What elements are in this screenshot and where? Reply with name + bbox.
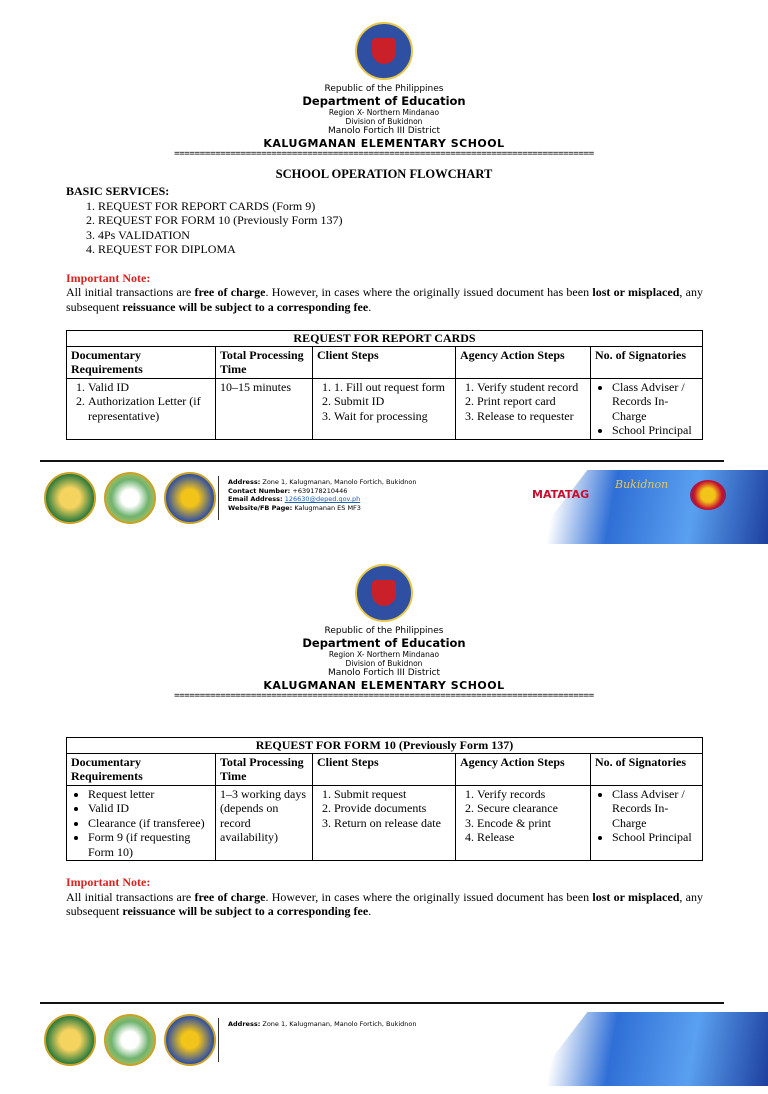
address-text: Zone 1, Kalugmanan, Manolo Fortich, Bukidnon: [262, 478, 417, 486]
note-bold: free of charge: [194, 285, 266, 299]
agency-step: 1. Verify student record: [477, 380, 586, 395]
bagong-pilipinas-icon: [690, 480, 726, 510]
agency-step: 3. Release to requester: [477, 409, 586, 424]
requirement-item: • Request letter: [88, 787, 211, 802]
signatories-cell: [591, 378, 703, 439]
requirement-item: 2. Authorization Letter (if representative): [88, 394, 211, 423]
address-label: Address:: [228, 1020, 261, 1028]
web-label: Website/FB Page:: [228, 503, 293, 512]
page-title: SCHOOL OPERATION FLOWCHART: [275, 167, 493, 181]
client-steps-cell: [313, 378, 456, 439]
address-text: Zone 1, Kalugmanan, Manolo Fortich, Bukidnon: [262, 1020, 417, 1028]
agency-steps-cell: [456, 378, 591, 439]
client-step: 1. 1. Fill out request form: [334, 380, 451, 395]
footer-rule: [40, 460, 724, 462]
deped-seal-icon: [355, 22, 413, 80]
region-text: Region X- Northern Mindanao: [328, 650, 440, 659]
footer-divider: [218, 476, 219, 520]
column-header: No. of Signatories: [591, 753, 703, 785]
client-steps-cell: [313, 785, 456, 861]
department-text: Department of Education: [302, 94, 466, 108]
contact-block: [228, 478, 416, 512]
services-heading: BASIC SERVICES:: [66, 184, 170, 198]
school-seal-icon: [164, 1014, 216, 1066]
note-part: All initial transactions are: [66, 889, 195, 904]
note-part: , any subsequent: [66, 285, 704, 314]
page-one: [0, 22, 768, 440]
note-bold: lost or misplaced: [592, 889, 680, 904]
district-text: Manolo Fortich III District: [327, 668, 441, 678]
footer: [40, 460, 768, 552]
table-header-row: [67, 346, 703, 378]
note-bold: free of charge: [194, 889, 266, 904]
column-header: Total Processing Time: [216, 346, 313, 378]
republic-text: Republic of the Philippines: [324, 84, 444, 94]
department-text: Department of Education: [302, 636, 466, 650]
column-header: Agency Action Steps: [456, 753, 591, 785]
column-header: No. of Signatories: [591, 346, 703, 378]
email-link[interactable]: 126630@deped.gov.ph: [284, 495, 361, 503]
bukidnon-logo: Bukidnon: [615, 478, 669, 491]
service-item: 1. REQUEST FOR REPORT CARDS (Form 9): [98, 199, 703, 214]
note-text: [66, 285, 703, 314]
note-section: [66, 875, 703, 919]
note-part: .: [368, 299, 372, 314]
agency-steps-cell: [456, 785, 591, 861]
table-row: [67, 785, 703, 861]
email-label: Email Address:: [228, 495, 283, 503]
letterhead: [0, 564, 768, 701]
service-item: 2. REQUEST FOR FORM 10 (Previously Form 137): [98, 213, 703, 228]
note-text: [66, 890, 703, 919]
deped-seal-icon: [355, 564, 413, 622]
form10-table: [66, 737, 703, 861]
services-list: [66, 199, 703, 257]
contact-text: +639178210446: [292, 486, 348, 495]
agency-step: 2. Print report card: [477, 394, 586, 409]
signatories-cell: [591, 785, 703, 861]
client-step: 3. Wait for processing: [334, 409, 451, 424]
report-cards-table: [66, 330, 703, 440]
services-section: [66, 184, 703, 314]
page-two: [0, 564, 768, 919]
district-seal-icon: [104, 472, 156, 524]
region-text: Region X- Northern Mindanao: [328, 108, 440, 117]
address-label: Address:: [228, 478, 261, 486]
agency-step: 2. Secure clearance: [477, 801, 586, 816]
school-seal-icon: [164, 472, 216, 524]
note-part: All initial transactions are: [66, 285, 195, 299]
time-cell: 10–15 minutes: [216, 378, 313, 439]
agency-step: 4. Release: [477, 830, 586, 845]
requirement-item: • Valid ID: [88, 801, 211, 816]
agency-step: 3. Encode & print: [477, 816, 586, 831]
client-step: 2. Submit ID: [334, 394, 451, 409]
municipal-seal-icon: [44, 1014, 96, 1066]
service-item: 4. REQUEST FOR DIPLOMA: [98, 242, 703, 257]
note-bold: reissuance will be subject to a corresponding fee: [122, 299, 369, 314]
agency-step: 1. Verify records: [477, 787, 586, 802]
contact-block: [228, 1020, 416, 1029]
column-header: Total Processing Time: [216, 753, 313, 785]
table-caption: REQUEST FOR REPORT CARDS: [67, 331, 703, 347]
divider-rule: ==================================================================================: [174, 150, 594, 159]
note-title: Important Note:: [66, 270, 151, 285]
column-header: Agency Action Steps: [456, 346, 591, 378]
note-bold: lost or misplaced: [592, 285, 680, 299]
footer-divider: [218, 1018, 219, 1062]
signatory: • Class Adviser / Records In-Charge: [612, 380, 698, 424]
republic-text: Republic of the Philippines: [324, 626, 444, 636]
note-title: Important Note:: [66, 875, 151, 889]
municipal-seal-icon: [44, 472, 96, 524]
division-text: Division of Bukidnon: [345, 659, 423, 668]
matatag-logo: MATATAG: [532, 488, 590, 501]
contact-label: Contact Number:: [228, 486, 291, 495]
column-header: Client Steps: [313, 346, 456, 378]
note-part: , any subsequent: [66, 889, 704, 918]
school-name: KALUGMANAN ELEMENTARY SCHOOL: [263, 137, 505, 150]
service-item: 3. 4Ps VALIDATION: [98, 228, 703, 243]
note-bold: reissuance will be subject to a corresponding fee: [122, 904, 369, 918]
note-part: .: [368, 904, 372, 918]
requirement-item: • Clearance (if transferee): [88, 816, 211, 831]
column-header: Client Steps: [313, 753, 456, 785]
footer-banner: [510, 1012, 768, 1086]
signatory: • Class Adviser / Records In-Charge: [612, 787, 698, 831]
client-step: 3. Return on release date: [334, 816, 451, 831]
school-name: KALUGMANAN ELEMENTARY SCHOOL: [263, 679, 505, 692]
time-cell: 1–3 working days (depends on record availability): [216, 785, 313, 861]
divider-rule: ==================================================================================: [174, 692, 594, 701]
column-header: Documentary Requirements: [67, 346, 216, 378]
web-text: Kalugmanan ES MF3: [294, 503, 361, 512]
table-caption: REQUEST FOR FORM 10 (Previously Form 137): [67, 738, 703, 754]
footer-rule: [40, 1002, 724, 1004]
column-header: Documentary Requirements: [67, 753, 216, 785]
requirements-cell: [67, 785, 216, 861]
requirement-item: • Form 9 (if requesting Form 10): [88, 830, 211, 859]
table-header-row: [67, 753, 703, 785]
district-seal-icon: [104, 1014, 156, 1066]
division-text: Division of Bukidnon: [345, 117, 423, 126]
district-text: Manolo Fortich III District: [327, 126, 441, 136]
signatory: • School Principal: [612, 423, 698, 438]
signatory: • School Principal: [612, 830, 698, 845]
requirements-cell: [67, 378, 216, 439]
client-step: 1. Submit request: [334, 787, 451, 802]
letterhead: [0, 22, 768, 159]
note-part: . However, in cases where the originally issued document has been: [265, 889, 593, 904]
table-row: [67, 378, 703, 439]
note-part: . However, in cases where the originally issued document has been: [265, 285, 593, 299]
client-step: 2. Provide documents: [334, 801, 451, 816]
footer: [40, 1002, 768, 1094]
requirement-item: 1. Valid ID: [88, 380, 211, 395]
